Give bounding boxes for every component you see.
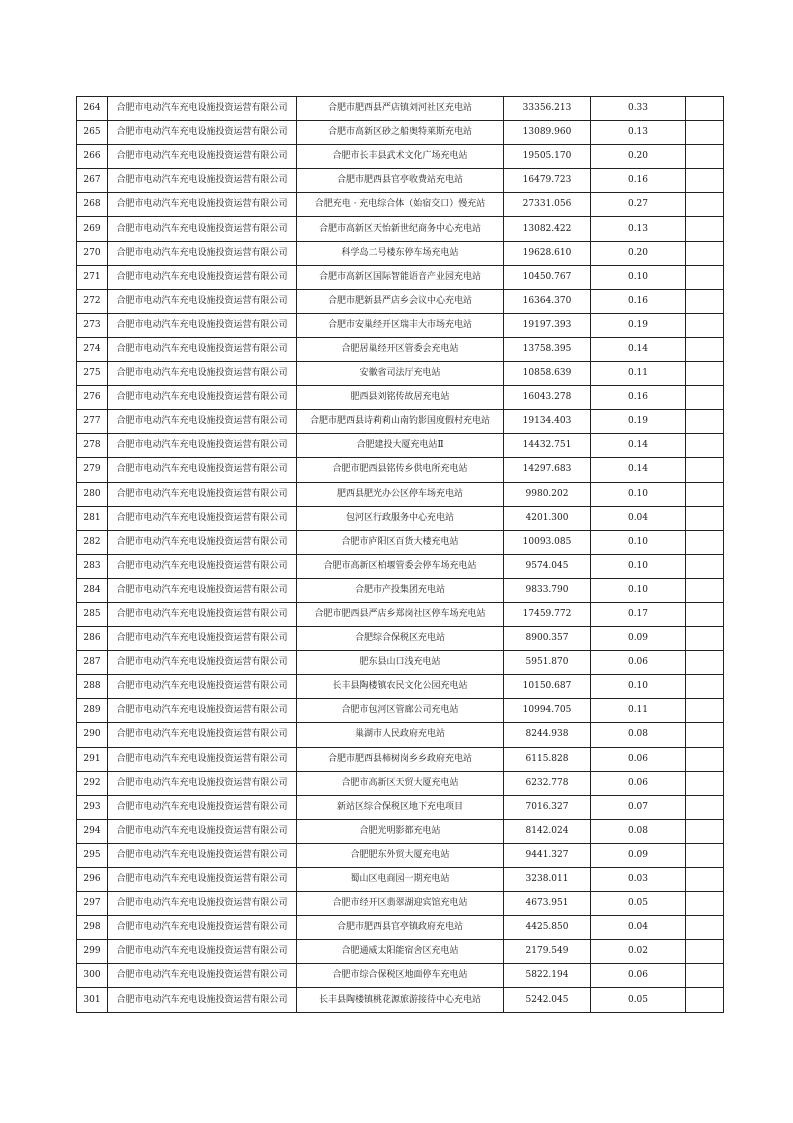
value-cell: 0.06 — [591, 747, 686, 771]
data-table — [76, 96, 724, 1013]
table-row — [77, 410, 724, 434]
empty-cell — [686, 506, 724, 530]
empty-cell — [686, 530, 724, 554]
row-number-cell: 301 — [77, 988, 108, 1012]
row-number-cell: 292 — [77, 771, 108, 795]
company-cell: 合肥市电动汽车充电设施投资运营有限公司 — [108, 868, 297, 892]
station-cell: 合肥通威太阳能宿舍区充电站 — [297, 940, 504, 964]
empty-cell — [686, 241, 724, 265]
empty-cell — [686, 747, 724, 771]
company-cell: 合肥市电动汽车充电设施投资运营有限公司 — [108, 795, 297, 819]
station-cell: 合肥充电 · 充电综合体（始宿交口）慢充站 — [297, 193, 504, 217]
value-cell: 0.03 — [591, 868, 686, 892]
table-row — [77, 337, 724, 361]
row-number-cell: 280 — [77, 482, 108, 506]
table-row — [77, 554, 724, 578]
empty-cell — [686, 819, 724, 843]
station-cell: 合肥综合保税区充电站 — [297, 627, 504, 651]
company-cell: 合肥市电动汽车充电设施投资运营有限公司 — [108, 940, 297, 964]
station-cell: 巢湖市人民政府充电站 — [297, 723, 504, 747]
empty-cell — [686, 771, 724, 795]
value-cell: 0.16 — [591, 169, 686, 193]
table-row — [77, 265, 724, 289]
station-cell: 合肥居巢经开区管委会充电站 — [297, 337, 504, 361]
company-cell: 合肥市电动汽车充电设施投资运营有限公司 — [108, 434, 297, 458]
value-cell: 0.14 — [591, 434, 686, 458]
quantity-cell: 7016.327 — [504, 795, 591, 819]
quantity-cell: 19197.393 — [504, 313, 591, 337]
company-cell: 合肥市电动汽车充电设施投资运营有限公司 — [108, 651, 297, 675]
table-row — [77, 747, 724, 771]
company-cell: 合肥市电动汽车充电设施投资运营有限公司 — [108, 819, 297, 843]
table-body — [77, 97, 724, 1013]
quantity-cell: 4201.300 — [504, 506, 591, 530]
empty-cell — [686, 289, 724, 313]
value-cell: 0.17 — [591, 602, 686, 626]
station-cell: 合肥市产投集团充电站 — [297, 578, 504, 602]
value-cell: 0.16 — [591, 386, 686, 410]
value-cell: 0.13 — [591, 121, 686, 145]
empty-cell — [686, 940, 724, 964]
table-row — [77, 506, 724, 530]
station-cell: 合肥市综合保税区地面停车充电站 — [297, 964, 504, 988]
empty-cell — [686, 627, 724, 651]
row-number-cell: 266 — [77, 145, 108, 169]
quantity-cell: 10994.705 — [504, 699, 591, 723]
table-row — [77, 651, 724, 675]
row-number-cell: 293 — [77, 795, 108, 819]
table-row — [77, 313, 724, 337]
value-cell: 0.10 — [591, 482, 686, 506]
company-cell: 合肥市电动汽车充电设施投资运营有限公司 — [108, 627, 297, 651]
company-cell: 合肥市电动汽车充电设施投资运营有限公司 — [108, 602, 297, 626]
company-cell: 合肥市电动汽车充电设施投资运营有限公司 — [108, 313, 297, 337]
table-row — [77, 675, 724, 699]
value-cell: 0.10 — [591, 675, 686, 699]
table-row — [77, 940, 724, 964]
station-cell: 合肥市肥西县铭传乡供电所充电站 — [297, 458, 504, 482]
company-cell: 合肥市电动汽车充电设施投资运营有限公司 — [108, 241, 297, 265]
company-cell: 合肥市电动汽车充电设施投资运营有限公司 — [108, 482, 297, 506]
table-row — [77, 795, 724, 819]
company-cell: 合肥市电动汽车充电设施投资运营有限公司 — [108, 337, 297, 361]
company-cell: 合肥市电动汽车充电设施投资运营有限公司 — [108, 892, 297, 916]
quantity-cell: 5822.194 — [504, 964, 591, 988]
quantity-cell: 5951.870 — [504, 651, 591, 675]
station-cell: 合肥市高新区天贸大厦充电站 — [297, 771, 504, 795]
row-number-cell: 271 — [77, 265, 108, 289]
quantity-cell: 9574.045 — [504, 554, 591, 578]
row-number-cell: 282 — [77, 530, 108, 554]
table-row — [77, 602, 724, 626]
row-number-cell: 269 — [77, 217, 108, 241]
empty-cell — [686, 193, 724, 217]
station-cell: 长丰县陶楼镇桃花源旅游接待中心充电站 — [297, 988, 504, 1012]
quantity-cell: 8244.938 — [504, 723, 591, 747]
company-cell: 合肥市电动汽车充电设施投资运营有限公司 — [108, 121, 297, 145]
quantity-cell: 16479.723 — [504, 169, 591, 193]
quantity-cell: 9441.327 — [504, 843, 591, 867]
quantity-cell: 13758.395 — [504, 337, 591, 361]
row-number-cell: 286 — [77, 627, 108, 651]
quantity-cell: 13082.422 — [504, 217, 591, 241]
quantity-cell: 6232.778 — [504, 771, 591, 795]
empty-cell — [686, 916, 724, 940]
company-cell: 合肥市电动汽车充电设施投资运营有限公司 — [108, 771, 297, 795]
station-cell: 合肥市高新区砂之船奥特莱斯充电站 — [297, 121, 504, 145]
company-cell: 合肥市电动汽车充电设施投资运营有限公司 — [108, 362, 297, 386]
value-cell: 0.19 — [591, 410, 686, 434]
row-number-cell: 284 — [77, 578, 108, 602]
station-cell: 合肥市肥西县严店镇刘河社区充电站 — [297, 97, 504, 121]
value-cell: 0.08 — [591, 819, 686, 843]
station-cell: 合肥市包河区管廊公司充电站 — [297, 699, 504, 723]
value-cell: 0.20 — [591, 241, 686, 265]
row-number-cell: 299 — [77, 940, 108, 964]
company-cell: 合肥市电动汽车充电设施投资运营有限公司 — [108, 988, 297, 1012]
empty-cell — [686, 988, 724, 1012]
company-cell: 合肥市电动汽车充电设施投资运营有限公司 — [108, 843, 297, 867]
empty-cell — [686, 795, 724, 819]
empty-cell — [686, 97, 724, 121]
empty-cell — [686, 362, 724, 386]
table-row — [77, 723, 724, 747]
row-number-cell: 285 — [77, 602, 108, 626]
station-cell: 合肥市肥西县官亭收费站充电站 — [297, 169, 504, 193]
empty-cell — [686, 386, 724, 410]
table-row — [77, 482, 724, 506]
station-cell: 包河区行政服务中心充电站 — [297, 506, 504, 530]
company-cell: 合肥市电动汽车充电设施投资运营有限公司 — [108, 169, 297, 193]
quantity-cell: 27331.056 — [504, 193, 591, 217]
table-row — [77, 362, 724, 386]
empty-cell — [686, 651, 724, 675]
table-row — [77, 241, 724, 265]
quantity-cell: 14297.683 — [504, 458, 591, 482]
value-cell: 0.05 — [591, 988, 686, 1012]
quantity-cell: 8142.024 — [504, 819, 591, 843]
empty-cell — [686, 892, 724, 916]
station-cell: 肥东县山口浅充电站 — [297, 651, 504, 675]
station-cell: 蜀山区电商园一期充电站 — [297, 868, 504, 892]
value-cell: 0.10 — [591, 578, 686, 602]
table-row — [77, 386, 724, 410]
empty-cell — [686, 723, 724, 747]
empty-cell — [686, 964, 724, 988]
row-number-cell: 288 — [77, 675, 108, 699]
row-number-cell: 294 — [77, 819, 108, 843]
company-cell: 合肥市电动汽车充电设施投资运营有限公司 — [108, 699, 297, 723]
value-cell: 0.06 — [591, 651, 686, 675]
table-row — [77, 988, 724, 1012]
quantity-cell: 19134.403 — [504, 410, 591, 434]
row-number-cell: 290 — [77, 723, 108, 747]
empty-cell — [686, 578, 724, 602]
empty-cell — [686, 217, 724, 241]
table-row — [77, 121, 724, 145]
table-row — [77, 217, 724, 241]
row-number-cell: 274 — [77, 337, 108, 361]
value-cell: 0.11 — [591, 699, 686, 723]
value-cell: 0.13 — [591, 217, 686, 241]
value-cell: 0.27 — [591, 193, 686, 217]
quantity-cell: 13089.960 — [504, 121, 591, 145]
station-cell: 长丰县陶楼镇农民文化公园充电站 — [297, 675, 504, 699]
empty-cell — [686, 410, 724, 434]
table-row — [77, 892, 724, 916]
empty-cell — [686, 675, 724, 699]
row-number-cell: 279 — [77, 458, 108, 482]
row-number-cell: 298 — [77, 916, 108, 940]
quantity-cell: 10093.085 — [504, 530, 591, 554]
station-cell: 合肥市高新区天怡新世纪商务中心充电站 — [297, 217, 504, 241]
station-cell: 合肥市安巢经开区瑞丰大市场充电站 — [297, 313, 504, 337]
quantity-cell: 10450.767 — [504, 265, 591, 289]
quantity-cell: 4673.951 — [504, 892, 591, 916]
table-row — [77, 627, 724, 651]
company-cell: 合肥市电动汽车充电设施投资运营有限公司 — [108, 964, 297, 988]
value-cell: 0.06 — [591, 964, 686, 988]
empty-cell — [686, 868, 724, 892]
station-cell: 合肥建投大厦充电站Ⅱ — [297, 434, 504, 458]
table-row — [77, 434, 724, 458]
value-cell: 0.16 — [591, 289, 686, 313]
company-cell: 合肥市电动汽车充电设施投资运营有限公司 — [108, 530, 297, 554]
empty-cell — [686, 554, 724, 578]
table-row — [77, 97, 724, 121]
empty-cell — [686, 482, 724, 506]
quantity-cell: 19505.170 — [504, 145, 591, 169]
quantity-cell: 14432.751 — [504, 434, 591, 458]
table-row — [77, 699, 724, 723]
company-cell: 合肥市电动汽车充电设施投资运营有限公司 — [108, 747, 297, 771]
quantity-cell: 16364.370 — [504, 289, 591, 313]
company-cell: 合肥市电动汽车充电设施投资运营有限公司 — [108, 916, 297, 940]
row-number-cell: 291 — [77, 747, 108, 771]
station-cell: 合肥肥东外贸大厦充电站 — [297, 843, 504, 867]
row-number-cell: 278 — [77, 434, 108, 458]
value-cell: 0.04 — [591, 916, 686, 940]
empty-cell — [686, 121, 724, 145]
row-number-cell: 296 — [77, 868, 108, 892]
quantity-cell: 19628.610 — [504, 241, 591, 265]
quantity-cell: 2179.549 — [504, 940, 591, 964]
row-number-cell: 265 — [77, 121, 108, 145]
table-row — [77, 843, 724, 867]
row-number-cell: 295 — [77, 843, 108, 867]
value-cell: 0.10 — [591, 265, 686, 289]
empty-cell — [686, 434, 724, 458]
value-cell: 0.02 — [591, 940, 686, 964]
station-cell: 合肥市肥西县柿树岗乡乡政府充电站 — [297, 747, 504, 771]
row-number-cell: 297 — [77, 892, 108, 916]
row-number-cell: 275 — [77, 362, 108, 386]
empty-cell — [686, 313, 724, 337]
row-number-cell: 283 — [77, 554, 108, 578]
company-cell: 合肥市电动汽车充电设施投资运营有限公司 — [108, 554, 297, 578]
table-row — [77, 193, 724, 217]
value-cell: 0.08 — [591, 723, 686, 747]
value-cell: 0.10 — [591, 530, 686, 554]
table-row — [77, 458, 724, 482]
quantity-cell: 33356.213 — [504, 97, 591, 121]
empty-cell — [686, 843, 724, 867]
row-number-cell: 281 — [77, 506, 108, 530]
company-cell: 合肥市电动汽车充电设施投资运营有限公司 — [108, 578, 297, 602]
quantity-cell: 9980.202 — [504, 482, 591, 506]
company-cell: 合肥市电动汽车充电设施投资运营有限公司 — [108, 410, 297, 434]
company-cell: 合肥市电动汽车充电设施投资运营有限公司 — [108, 97, 297, 121]
station-cell: 安徽省司法厅充电站 — [297, 362, 504, 386]
table-row — [77, 819, 724, 843]
row-number-cell: 289 — [77, 699, 108, 723]
value-cell: 0.14 — [591, 337, 686, 361]
value-cell: 0.11 — [591, 362, 686, 386]
table-row — [77, 530, 724, 554]
table-row — [77, 964, 724, 988]
row-number-cell: 276 — [77, 386, 108, 410]
row-number-cell: 267 — [77, 169, 108, 193]
company-cell: 合肥市电动汽车充电设施投资运营有限公司 — [108, 506, 297, 530]
station-cell: 合肥市肥新县严店乡会议中心充电站 — [297, 289, 504, 313]
empty-cell — [686, 265, 724, 289]
empty-cell — [686, 169, 724, 193]
empty-cell — [686, 145, 724, 169]
company-cell: 合肥市电动汽车充电设施投资运营有限公司 — [108, 458, 297, 482]
company-cell: 合肥市电动汽车充电设施投资运营有限公司 — [108, 145, 297, 169]
quantity-cell: 8900.357 — [504, 627, 591, 651]
station-cell: 新站区综合保税区地下充电项目 — [297, 795, 504, 819]
empty-cell — [686, 602, 724, 626]
empty-cell — [686, 699, 724, 723]
company-cell: 合肥市电动汽车充电设施投资运营有限公司 — [108, 386, 297, 410]
company-cell: 合肥市电动汽车充电设施投资运营有限公司 — [108, 193, 297, 217]
table-row — [77, 578, 724, 602]
value-cell: 0.09 — [591, 627, 686, 651]
station-cell: 科学岛二号楼东停车场充电站 — [297, 241, 504, 265]
value-cell: 0.07 — [591, 795, 686, 819]
station-cell: 合肥市经开区翡翠湖迎宾馆充电站 — [297, 892, 504, 916]
company-cell: 合肥市电动汽车充电设施投资运营有限公司 — [108, 217, 297, 241]
row-number-cell: 300 — [77, 964, 108, 988]
value-cell: 0.04 — [591, 506, 686, 530]
quantity-cell: 5242.045 — [504, 988, 591, 1012]
row-number-cell: 287 — [77, 651, 108, 675]
quantity-cell: 16043.278 — [504, 386, 591, 410]
value-cell: 0.19 — [591, 313, 686, 337]
value-cell: 0.20 — [591, 145, 686, 169]
quantity-cell: 9833.790 — [504, 578, 591, 602]
value-cell: 0.10 — [591, 554, 686, 578]
station-cell: 合肥市长丰县武术文化广场充电站 — [297, 145, 504, 169]
quantity-cell: 17459.772 — [504, 602, 591, 626]
quantity-cell: 3238.011 — [504, 868, 591, 892]
table-row — [77, 169, 724, 193]
station-cell: 合肥市高新区国际智能语音产业园充电站 — [297, 265, 504, 289]
station-cell: 肥西县刘铭传故居充电站 — [297, 386, 504, 410]
quantity-cell: 6115.828 — [504, 747, 591, 771]
table-row — [77, 916, 724, 940]
quantity-cell: 10150.687 — [504, 675, 591, 699]
station-cell: 合肥市高新区柏堰管委会停车场充电站 — [297, 554, 504, 578]
company-cell: 合肥市电动汽车充电设施投资运营有限公司 — [108, 723, 297, 747]
value-cell: 0.14 — [591, 458, 686, 482]
row-number-cell: 268 — [77, 193, 108, 217]
table-row — [77, 868, 724, 892]
row-number-cell: 277 — [77, 410, 108, 434]
quantity-cell: 10858.639 — [504, 362, 591, 386]
quantity-cell: 4425.850 — [504, 916, 591, 940]
value-cell: 0.06 — [591, 771, 686, 795]
empty-cell — [686, 458, 724, 482]
row-number-cell: 264 — [77, 97, 108, 121]
row-number-cell: 270 — [77, 241, 108, 265]
station-cell: 肥西县肥光办公区停车场充电站 — [297, 482, 504, 506]
station-cell: 合肥市肥西县官亭镇政府充电站 — [297, 916, 504, 940]
station-cell: 合肥市庐阳区百货大楼充电站 — [297, 530, 504, 554]
value-cell: 0.33 — [591, 97, 686, 121]
station-cell: 合肥市肥西县严店乡郑岗社区停车场充电站 — [297, 602, 504, 626]
empty-cell — [686, 337, 724, 361]
table-row — [77, 771, 724, 795]
station-cell: 合肥光明影都充电站 — [297, 819, 504, 843]
company-cell: 合肥市电动汽车充电设施投资运营有限公司 — [108, 289, 297, 313]
company-cell: 合肥市电动汽车充电设施投资运营有限公司 — [108, 265, 297, 289]
value-cell: 0.09 — [591, 843, 686, 867]
value-cell: 0.05 — [591, 892, 686, 916]
station-cell: 合肥市肥西县诗莉莉山南钓影国度假村充电站 — [297, 410, 504, 434]
table-row — [77, 145, 724, 169]
row-number-cell: 273 — [77, 313, 108, 337]
row-number-cell: 272 — [77, 289, 108, 313]
table-row — [77, 289, 724, 313]
company-cell: 合肥市电动汽车充电设施投资运营有限公司 — [108, 675, 297, 699]
